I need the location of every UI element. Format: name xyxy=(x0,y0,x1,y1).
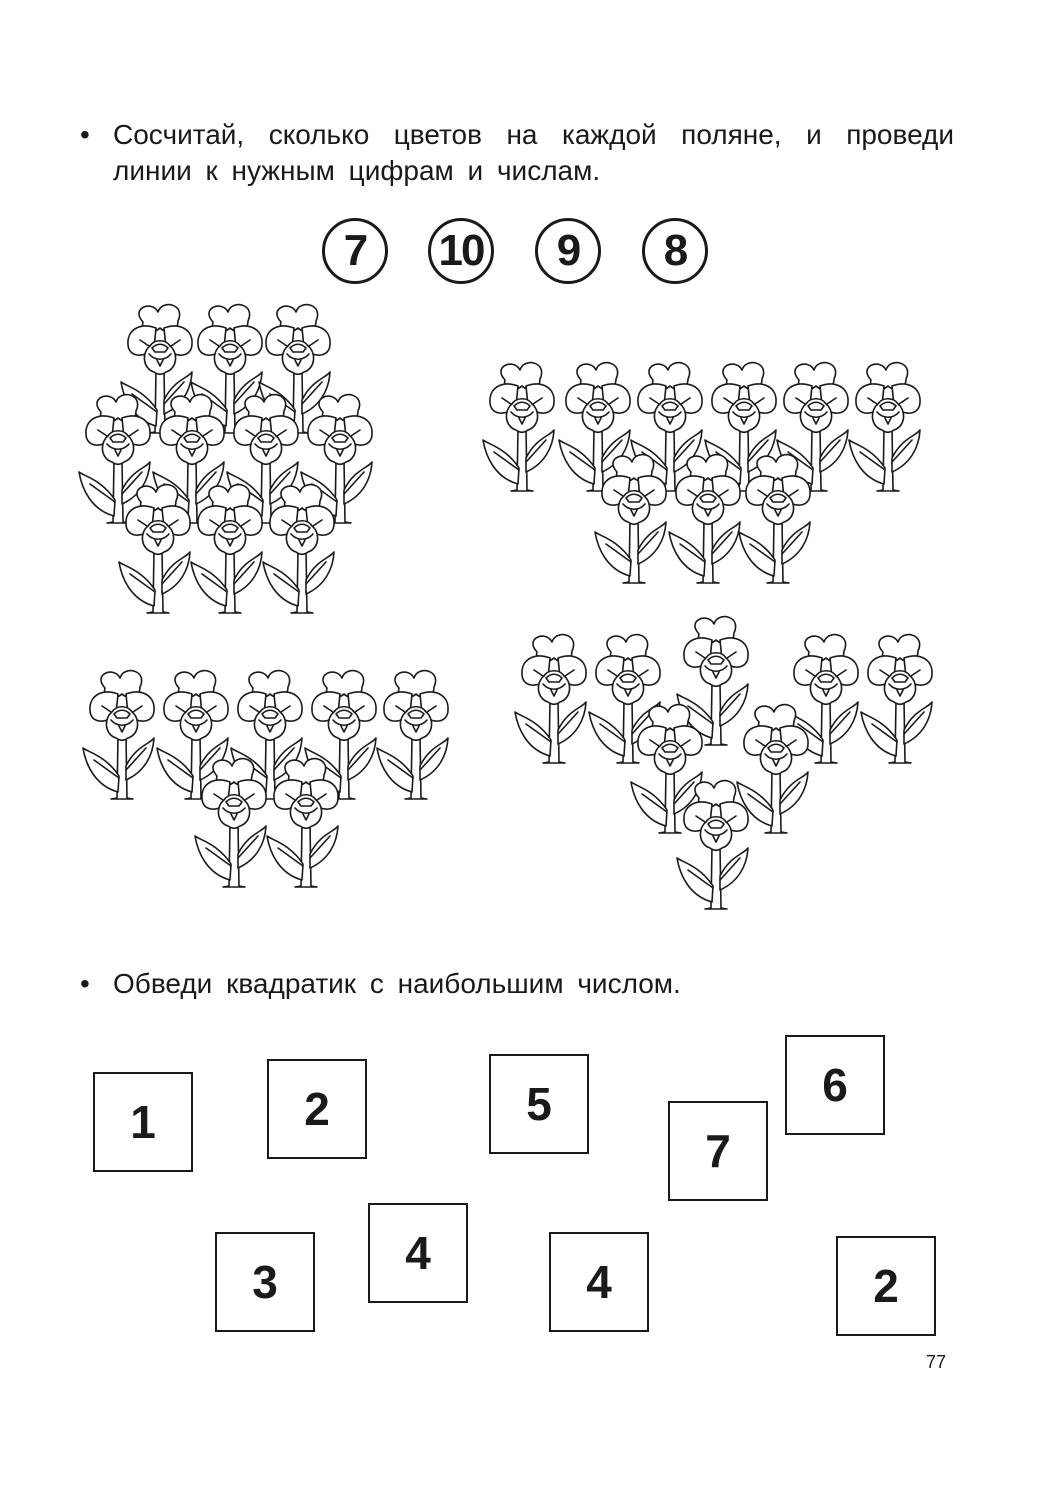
number-box-2[interactable]: 2 xyxy=(267,1059,367,1159)
page-number: 77 xyxy=(926,1352,947,1372)
bullet: • xyxy=(80,968,90,999)
bullet: • xyxy=(80,119,90,150)
meadow-3 xyxy=(83,671,448,887)
number-box-3[interactable]: 3 xyxy=(215,1232,315,1332)
task-2-text: Обведи квадратик с наибольшим числом. xyxy=(113,968,681,999)
number-box-4a[interactable]: 4 xyxy=(368,1203,468,1303)
meadow-2 xyxy=(483,363,920,583)
task-2-instruction xyxy=(80,966,954,1002)
meadow-1 xyxy=(79,305,372,613)
pansy-flower xyxy=(377,671,448,799)
number-box-7[interactable]: 7 xyxy=(668,1101,768,1201)
pansy-flower xyxy=(515,635,586,763)
meadow-4 xyxy=(515,617,932,909)
number-box-4b[interactable]: 4 xyxy=(549,1232,649,1332)
number-circle-8[interactable]: 8 xyxy=(642,218,708,284)
pansy-flower xyxy=(849,363,920,491)
number-circle-9[interactable]: 9 xyxy=(535,218,601,284)
number-box-2b[interactable]: 2 xyxy=(836,1236,936,1336)
task-1-line-2: линии к нужным цифрам и числам. xyxy=(113,155,601,186)
number-circle-7[interactable]: 7 xyxy=(322,218,388,284)
number-box-5[interactable]: 5 xyxy=(489,1054,589,1154)
pansy-flower xyxy=(861,635,932,763)
pansy-flower xyxy=(483,363,554,491)
number-circle-10[interactable]: 10 xyxy=(428,218,494,284)
task-1-line-1: Сосчитай, сколько цветов на каждой поляне, и проведи xyxy=(113,119,954,150)
number-box-6[interactable]: 6 xyxy=(785,1035,885,1135)
pansy-flower xyxy=(83,671,154,799)
number-box-1[interactable]: 1 xyxy=(93,1072,193,1172)
